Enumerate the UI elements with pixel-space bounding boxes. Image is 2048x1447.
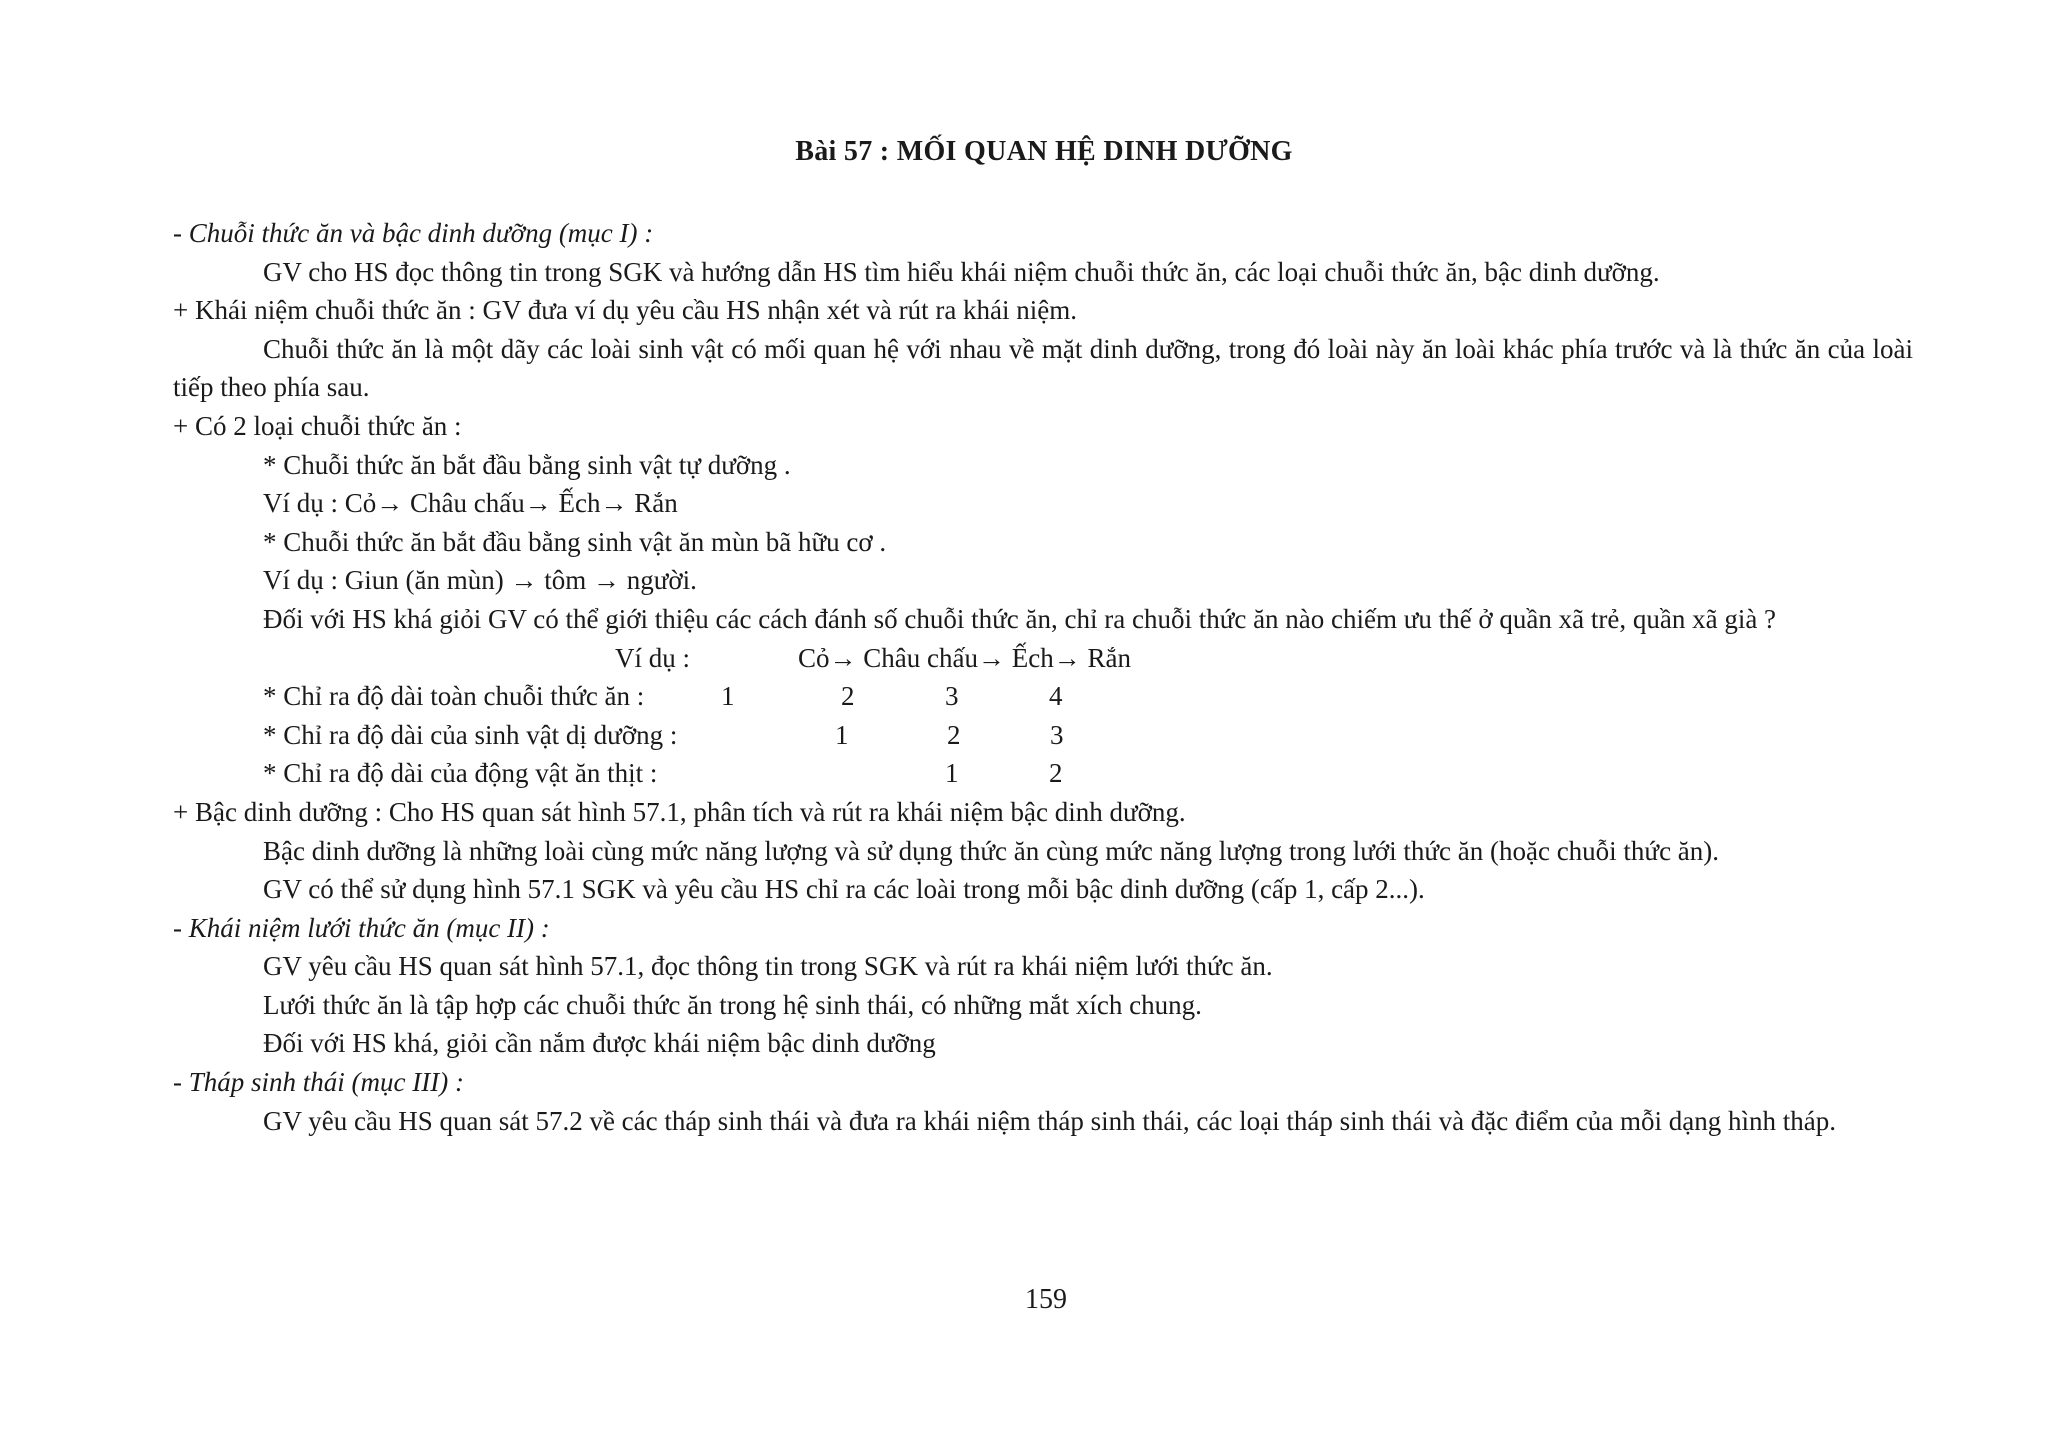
example-number: 2 <box>1049 758 1063 789</box>
trophic-level-usage: GV có thể sử dụng hình 57.1 SGK và yêu cầu HS chỉ ra các loài trong mỗi bậc dinh dưỡng (cấp 1, cấp 2...). <box>263 874 1425 905</box>
example-label: Ví dụ : <box>615 642 691 673</box>
example-row-label: * Chỉ ra độ dài toàn chuỗi thức ăn : <box>263 681 645 712</box>
example-number: 3 <box>945 681 959 712</box>
lesson-body <box>173 214 1913 1140</box>
section-heading-pyramid: - Tháp sinh thái (mục III) : <box>173 1067 464 1098</box>
example-number: 4 <box>1049 681 1063 712</box>
example-number: 1 <box>945 758 959 789</box>
advanced-note: Đối với HS khá giỏi GV có thể giới thiệu các cách đánh số chuỗi thức ăn, chỉ ra chuỗi thức ăn nào chiếm ưu thế ở quần xã trẻ, quần xã già ? <box>263 603 1777 634</box>
food-web-line-2: Lưới thức ăn là tập hợp các chuỗi thức ăn trong hệ sinh thái, có những mắt xích chung. <box>263 989 1202 1020</box>
lesson-title: Bài 57 : MỐI QUAN HỆ DINH DƯỠNG <box>795 136 1293 167</box>
trophic-level-text: Bậc dinh dưỡng là những loài cùng mức năng lượng và sử dụng thức ăn cùng mức năng lượng trong lưới thức ăn (hoặc chuỗi thức ăn). <box>263 835 1720 866</box>
food-chain-concept-text: Chuỗi thức ăn là một dãy các loài sinh vật có mối quan hệ với nhau về mặt dinh dưỡng, trong đó loài này ăn loài khác phía trước và là thức ăn của loài tiếp theo phía sau. <box>173 333 1913 403</box>
food-chain-type-2: * Chuỗi thức ăn bắt đầu bằng sinh vật ăn mùn bã hữu cơ . <box>263 526 887 557</box>
example-chain: Cỏ→ Châu chấu→ Ếch→ Rắn <box>798 642 1131 673</box>
example-number: 2 <box>841 681 855 712</box>
food-chain-intro: GV cho HS đọc thông tin trong SGK và hướng dẫn HS tìm hiểu khái niệm chuỗi thức ăn, các loại chuỗi thức ăn, bậc dinh dưỡng. <box>263 256 1660 287</box>
example-number: 1 <box>721 681 735 712</box>
food-chain-types-heading: + Có 2 loại chuỗi thức ăn : <box>173 410 462 441</box>
food-web-line-1: GV yêu cầu HS quan sát hình 57.1, đọc thông tin trong SGK và rút ra khái niệm lưới thức ăn. <box>263 951 1273 982</box>
example-row <box>173 754 1913 793</box>
example-number: 1 <box>835 719 849 750</box>
page-number: 159 <box>1025 1284 1067 1315</box>
food-chain-type-1: * Chuỗi thức ăn bắt đầu bằng sinh vật tự dưỡng . <box>263 449 791 480</box>
food-chain-type-1-example: Ví dụ : Cỏ→ Châu chấu→ Ếch→ Rắn <box>263 488 678 519</box>
example-number: 2 <box>947 719 961 750</box>
food-web-line-3: Đối với HS khá, giỏi cần nắm được khái niệm bậc dinh dưỡng <box>263 1028 936 1059</box>
section-heading-food-web: - Khái niệm lưới thức ăn (mục II) : <box>173 912 550 943</box>
example-row-label: * Chỉ ra độ dài của sinh vật dị dưỡng : <box>263 719 678 750</box>
example-number: 3 <box>1050 719 1064 750</box>
example-row <box>173 716 1913 755</box>
food-chain-concept-heading: + Khái niệm chuỗi thức ăn : GV đưa ví dụ yêu cầu HS nhận xét và rút ra khái niệm. <box>173 295 1078 326</box>
section-heading-food-chain: - Chuỗi thức ăn và bậc dinh dưỡng (mục I) : <box>173 218 654 248</box>
example-header-row <box>173 639 1913 678</box>
pyramid-line-1: GV yêu cầu HS quan sát 57.2 về các tháp sinh thái và đưa ra khái niệm tháp sinh thái, các loại tháp sinh thái và đặc điểm của mỗi dạng hình tháp. <box>263 1105 1836 1136</box>
food-chain-type-2-example: Ví dụ : Giun (ăn mùn) → tôm → người. <box>263 565 697 596</box>
trophic-level-heading: + Bậc dinh dưỡng : Cho HS quan sát hình 57.1, phân tích và rút ra khái niệm bậc dinh dưỡng. <box>173 796 1186 827</box>
example-row-label: * Chỉ ra độ dài của động vật ăn thịt : <box>263 758 658 789</box>
example-row <box>173 677 1913 716</box>
